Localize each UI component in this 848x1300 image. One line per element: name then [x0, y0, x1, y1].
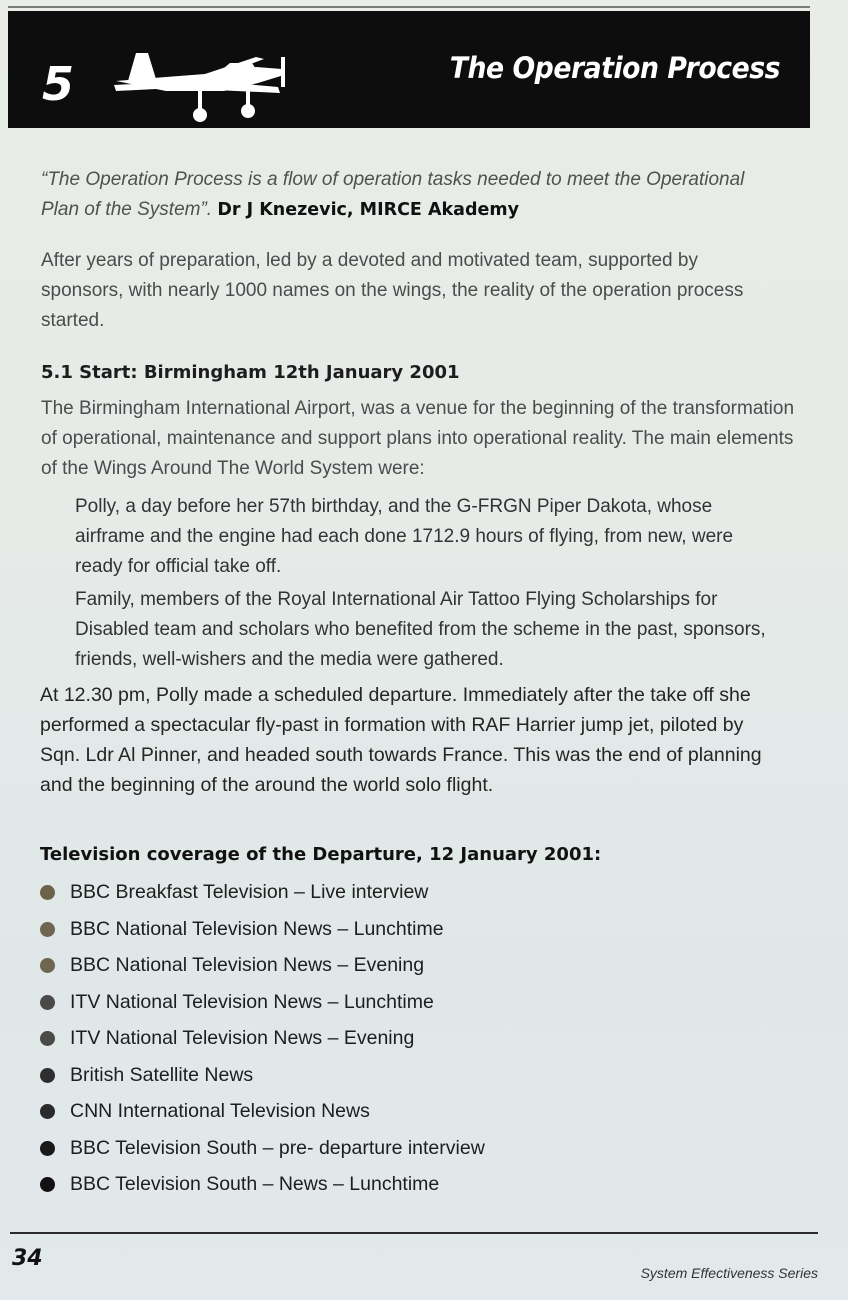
indented-paragraph: Polly, a day before her 57th birthday, and the G-FRGN Piper Dakota, whose airframe and the engine had each done 1712.9 hours of flying, from new, were ready for official take off.	[75, 496, 734, 577]
indented-paragraph: Family, members of the Royal International Air Tattoo Flying Scholarships for Disabled team and scholars who benefited from the scheme in the past, sponsors, friends, well-wishers and the media were gathered.	[75, 589, 766, 670]
list-item: British Satellite News	[40, 1057, 485, 1094]
bullet-icon	[40, 1031, 55, 1046]
bullet-icon	[40, 885, 55, 900]
epigraph-quote	[41, 165, 761, 225]
chapter-banner	[8, 11, 810, 128]
list-item: BBC National Television News – Lunchtime	[40, 911, 485, 948]
bullet-icon	[40, 958, 55, 973]
chapter-number: 5	[42, 57, 75, 111]
quote-text: “The Operation Process is a flow of operation tasks needed to meet the Operational Plan of the System”.	[41, 169, 745, 220]
quote-author: Dr J Knezevic, MIRCE Akademy	[217, 200, 519, 220]
chapter-title: The Operation Process	[449, 51, 780, 85]
bullet-icon	[40, 922, 55, 937]
list-item: CNN International Television News	[40, 1093, 485, 1130]
departure-paragraph: At 12.30 pm, Polly made a scheduled departure. Immediately after the take off she performed a spectacular fly-past in formation with RAF Harrier jump jet, piloted by Sqn. Ldr Al Pinner, and headed south towards France. This was the end of planning and the beginning of the around the world solo flight.	[40, 684, 762, 796]
footer-rule	[10, 1232, 818, 1234]
section-paragraph: The Birmingham International Airport, was a venue for the beginning of the transformation of operational, maintenance and support plans into operational reality. The main elements of the Wings Around The World System were:	[41, 398, 795, 479]
bullet-icon	[40, 1068, 55, 1083]
top-rule	[8, 6, 810, 8]
airplane-icon	[106, 35, 288, 125]
intro-paragraph: After years of preparation, led by a devoted and motivated team, supported by sponsors, with nearly 1000 names on the wings, the reality of the operation process started.	[41, 250, 744, 331]
section-heading: 5.1 Start: Birmingham 12th January 2001	[41, 362, 460, 383]
series-name: System Effectiveness Series	[640, 1265, 818, 1281]
bullet-icon	[40, 1141, 55, 1156]
list-item: BBC Television South – pre- departure interview	[40, 1130, 485, 1167]
list-item: BBC Television South – News – Lunchtime	[40, 1166, 485, 1203]
bullet-icon	[40, 1104, 55, 1119]
list-item: ITV National Television News – Evening	[40, 1020, 485, 1057]
bullet-icon	[40, 1177, 55, 1192]
list-item: BBC National Television News – Evening	[40, 947, 485, 984]
list-item: ITV National Television News – Lunchtime	[40, 984, 485, 1021]
tv-coverage-heading: Television coverage of the Departure, 12 January 2001:	[40, 844, 602, 865]
page-number: 34	[12, 1246, 43, 1271]
list-item: BBC Breakfast Television – Live interview	[40, 874, 485, 911]
tv-coverage-list	[40, 874, 485, 1203]
bullet-icon	[40, 995, 55, 1010]
